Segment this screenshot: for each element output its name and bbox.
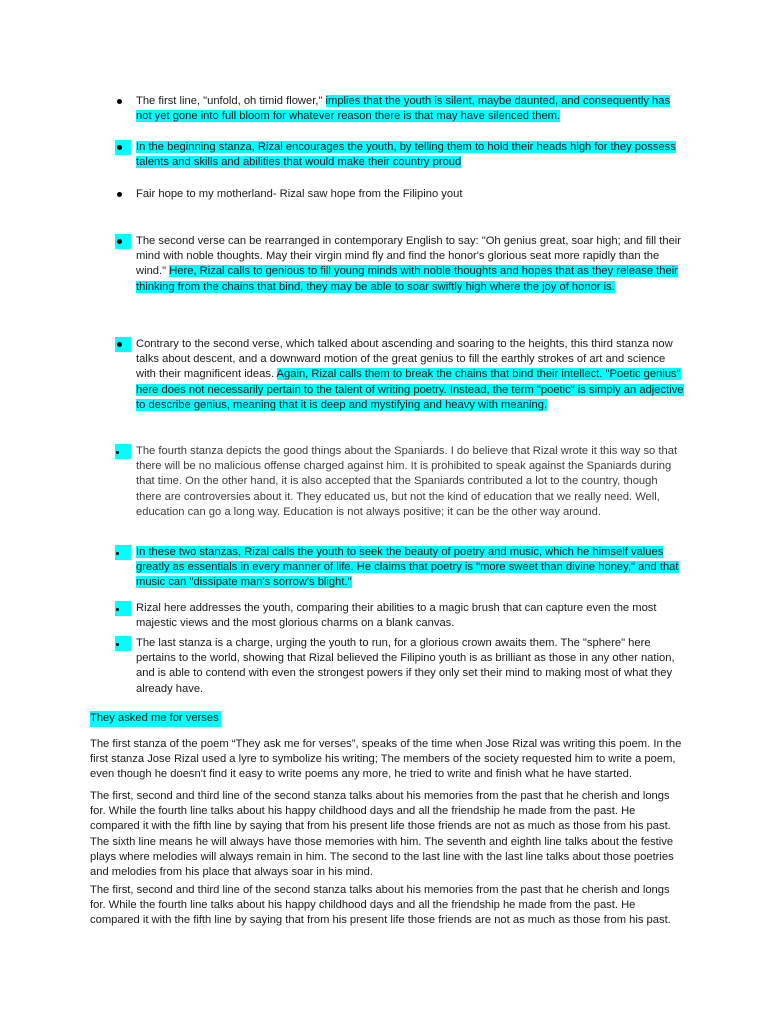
bullet-text <box>136 601 685 631</box>
bullet-item <box>115 444 685 520</box>
section-heading: They asked me for verses <box>90 711 221 727</box>
bullet-text <box>136 337 685 413</box>
bullet-item <box>115 234 685 295</box>
bullet-marker <box>115 636 131 651</box>
bullet-marker <box>115 545 131 560</box>
bullet-text <box>136 545 685 591</box>
bullet-marker <box>115 601 131 616</box>
bullet-text <box>136 444 685 520</box>
bullet-plain-text: The fourth stanza depicts the good things about the Spaniards. I do believe that Rizal wrote it this way so that there will be no malicious offense charged against him. It is prohibited to speak against the Spaniards during that time. On the other hand, it is also accepted that the Spaniards contributed a lot to the country, though there are controversies about it. They educated us, but not the kind of education that we really need. Well, education can go a long way. Education is not always positive; it can be the other way around. <box>136 445 678 518</box>
bullet-plain-text: The last stanza is a charge, urging the youth to run, for a glorious crown awaits them. The "sphere" here pertains to the world, showing that Rizal believed the Filipino youth is as brilliant as those in any other nation, and is able to contend with even the strongest powers if they only set their mind to making most of what they already have. <box>136 637 675 695</box>
bullet-item <box>115 601 685 631</box>
bullet-item <box>115 187 685 202</box>
bullet-item <box>115 545 685 591</box>
bullet-item <box>115 337 685 413</box>
bullet-highlight-text: In these two stanzas, Rizal calls the youth to seek the beauty of poetry and music, which he himself values greatly as essentials in every manner of life. He claims that poetry is "more sweet than divine honey," and that music can "dissipate man's sorrow's blight." <box>136 546 679 589</box>
bullet-marker <box>115 94 131 109</box>
bullet-highlight-text: Again, Rizal calls them to break the chains that bind their intellect. "Poetic genius" here does not necessarily pertain to the talent of writing poetry. Instead, the term "poetic" is simply an adjective to describe genius, meaning that it is deep and mystifying and heavy with meaning. <box>136 368 684 411</box>
bullet-text <box>136 187 685 202</box>
body-paragraph: The first, second and third line of the second stanza talks about his memories from the past that he cherish and longs for. While the fourth line talks about his happy childhood days and all the friendship he made from the past. He compared it with the fifth line by saying that from his present life those friends are not as much as those from his past. <box>90 884 671 927</box>
bullet-text <box>136 636 685 697</box>
bullet-highlight-text: implies that the youth is silent, maybe daunted, and consequently has not yet gone into full bloom for whatever reason there is that may have silenced them. <box>136 95 671 123</box>
bullet-plain-text: Contrary to the second verse, which talked about ascending and soaring to the heights, this third stanza now talks about descent, and a downward motion of the great genius to fill the earthly strokes of art and science with their magnificent ideas. <box>136 338 673 381</box>
bullet-plain-text: Fair hope to my motherland- Rizal saw hope from the Filipino yout <box>136 188 463 200</box>
bullet-highlight-text: Here, Rizal calls to genious to fill young minds with noble thoughts and hopes that as they release their thinking from the chains that bind, they may be able to soar swiftly high where the joy of honor is. <box>136 265 678 293</box>
bullet-plain-text: The second verse can be rearranged in contemporary English to say: "Oh genius great, soar high; and fill their mind with noble thoughts. May their virgin mind fly and find the honor's glorious seat more rapidly than the wind." <box>136 235 682 278</box>
bullet-marker <box>115 234 131 249</box>
bullet-plain-text: Rizal here addresses the youth, comparing their abilities to a magic brush that can capture even the most majestic views and the most glorious charms on a blank canvas. <box>136 602 657 630</box>
body-paragraph: The first stanza of the poem “They ask me for verses”, speaks of the time when Jose Rizal was writing this poem. In the first stanza Jose Rizal used a lyre to symbolize his writing; The members of the society requested him to write a poem, even though he doesn't find it easy to write poems any more, he tried to write and finish what he have started. <box>90 738 682 781</box>
body-paragraph: The first, second and third line of the second stanza talks about his memories from the past that he cherish and longs for. While the fourth line talks about his happy childhood days and all the friendship he made from the past. He compared it with the fifth line by saying that from his present life those friends are not as much as those from his past. The sixth line means he will always have those memories with him. The seventh and eighth line talks about the festive plays where melodies will always remain in him. The second to the last line with the last line talks about those poetries and melodies from his place that always soar in his mind. <box>90 790 674 879</box>
bullet-marker <box>115 187 131 202</box>
bullet-item <box>115 636 685 697</box>
bullet-marker <box>115 337 131 352</box>
bullet-text <box>136 94 685 124</box>
bullet-plain-text: The first line, "unfold, oh timid flower," <box>136 95 326 107</box>
bullet-highlight-text: In the beginning stanza, Rizal encourages the youth, by telling them to hold their heads high for they possess talents and skills and abilities that would make their country proud <box>136 141 676 169</box>
bullet-marker <box>115 444 131 459</box>
bullet-text <box>136 234 685 295</box>
bullet-item <box>115 140 685 170</box>
bullet-item <box>115 94 685 124</box>
bullet-text <box>136 140 685 170</box>
bullet-marker <box>115 140 131 155</box>
